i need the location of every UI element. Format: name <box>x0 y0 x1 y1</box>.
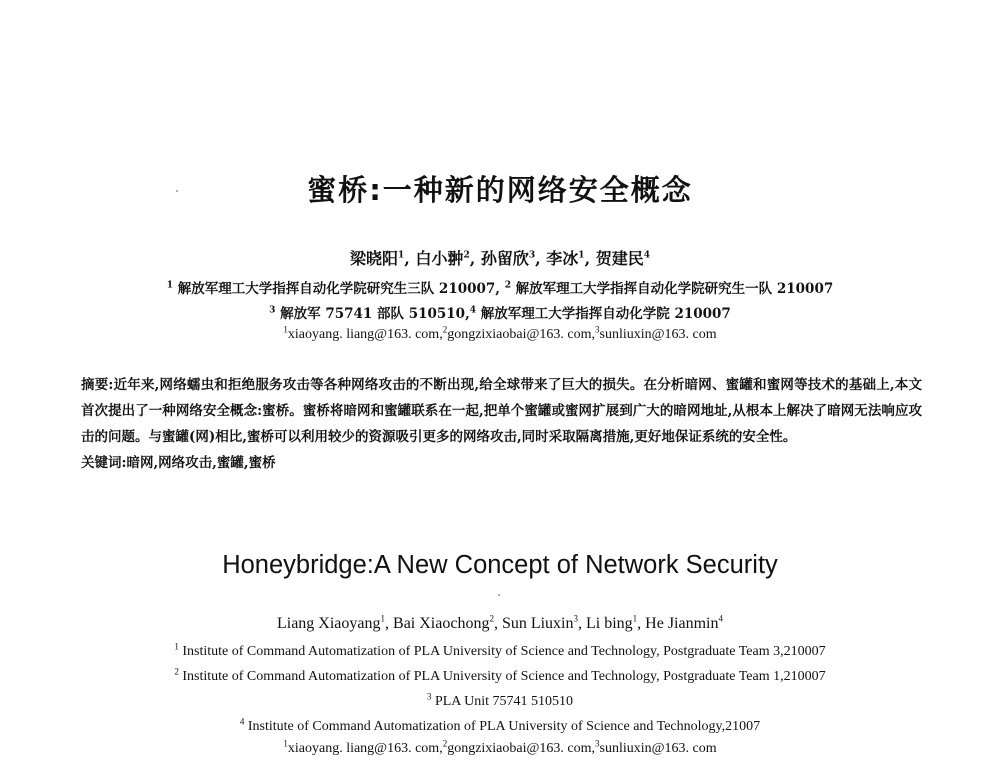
affiliation-2: 解放军理工大学指挥自动化学院研究生一队 210007 <box>515 281 834 297</box>
affiliation-text: Institute of Command Automatization of PLA University of Science and Technology, Postgraduate Team 3,210007 <box>182 644 826 659</box>
author-sup: 1 <box>578 250 585 261</box>
aff-sup: 2 <box>174 666 179 677</box>
affiliation-3: 解放军 75741 部队 510510 <box>280 306 466 322</box>
affiliation-1: 解放军理工大学指挥自动化学院研究生三队 210007 <box>177 281 496 297</box>
email-1: xiaoyang. liang@163. com <box>287 741 440 756</box>
affiliation-text: Institute of Command Automatization of PLA University of Science and Technology, Postgraduate Team 1,210007 <box>182 669 826 684</box>
author-name: Sun Liuxin <box>501 615 574 632</box>
keywords-text: 暗网,网络攻击,蜜罐,蜜桥 <box>126 455 276 471</box>
author-name: Bai Xiaochong <box>393 615 490 632</box>
author-name: Li bing <box>586 615 633 632</box>
title-english: Honeybridge:A New Concept of Network Security <box>222 551 778 579</box>
email-2: gongzixiaobai@163. com <box>447 327 592 342</box>
affiliation-english-2 <box>0 666 1000 685</box>
email-sup: 1 <box>283 738 288 749</box>
author-name: 孙留欣 <box>480 249 529 268</box>
aff-sup: 1 <box>166 280 174 291</box>
keywords-label: 关键词: <box>81 455 127 471</box>
author-name: 李冰 <box>546 249 579 268</box>
author-sup: 3 <box>528 250 536 261</box>
affiliation-text: PLA Unit 75741 510510 <box>434 694 574 709</box>
author-name: Liang Xiaoyang <box>276 615 381 632</box>
authors-english: Liang Xiaoyang$^1$, Bai Xiaochong$^2$, Sun Liuxin$^3$, Li bing$^1$, He Jianmin$^4$ <box>276 613 723 632</box>
affiliation-4: 解放军理工大学指挥自动化学院 210007 <box>480 306 731 322</box>
email-sup: 3 <box>595 324 600 335</box>
keywords <box>81 450 922 476</box>
aff-sup: 2 <box>504 280 511 291</box>
affiliation-english-4 <box>0 716 1000 735</box>
title-chinese: 蜜桥:一种新的网络安全概念 <box>307 173 693 207</box>
abstract-label: 摘要: <box>81 377 114 393</box>
email-sup: 2 <box>442 738 448 749</box>
author-sup: 1 <box>632 613 638 624</box>
affiliations-chinese-line2: $^3$ 解放军 75741 部队 510510,$^4$ 解放军理工大学指挥自动化学院 210007 <box>269 305 731 322</box>
email-2: gongzixiaobai@163. com <box>447 741 592 756</box>
author-sup: 1 <box>380 613 386 624</box>
author-name: He Jianmin <box>645 615 719 632</box>
email-sup: 1 <box>283 324 288 335</box>
author-sup: 4 <box>643 250 650 261</box>
email-1: xiaoyang. liang@163. com <box>287 327 440 342</box>
authors-chinese: 梁晓阳$^1$, 白小翀$^2$, 孙留欣$^3$, 李冰$^1$, 贺建民$^4$ <box>350 249 650 268</box>
emails-english: $^1$xiaoyang. liang@163. com,$^2$gongzixiaobai@163. com,$^3$sunliuxin@163. com <box>283 738 717 756</box>
author-sup: 1 <box>398 250 405 261</box>
author-sup: 4 <box>718 613 723 624</box>
author-sup: 3 <box>573 613 578 624</box>
email-3: sunliuxin@163. com <box>599 327 717 342</box>
email-sup: 3 <box>595 738 600 749</box>
aff-sup: 3 <box>426 691 432 702</box>
scan-speck <box>498 594 500 596</box>
author-sup: 2 <box>489 613 494 624</box>
aff-sup: 3 <box>269 305 276 316</box>
affiliation-text: Institute of Command Automatization of PLA University of Science and Technology,21007 <box>247 719 761 734</box>
abstract-text: 近年来,网络蠕虫和拒绝服务攻击等各种网络攻击的不断出现,给全球带来了巨大的损失。在分析暗网、蜜罐和蜜网等技术的基础上,本文首次提出了一种网络安全概念:蜜桥。蜜桥将暗网和蜜罐联系在一起,把单个蜜罐或蜜网扩展到广大的暗网地址,从根本上解决了暗网无法响应攻击的问题。与蜜罐(网)相比,蜜桥可以利用较少的资源吸引更多的网络攻击,同时采取隔离措施,更好地保证系统的安全性。 <box>81 377 923 445</box>
email-sup: 2 <box>442 324 448 335</box>
affiliations-chinese-line1: $^1$ 解放军理工大学指挥自动化学院研究生三队 210007, $^2$ 解放军理工大学指挥自动化学院研究生一队 210007 <box>166 280 834 297</box>
author-sup: 2 <box>463 250 470 261</box>
email-3: sunliuxin@163. com <box>599 741 717 756</box>
aff-sup: 1 <box>174 641 179 652</box>
author-name: 白小翀 <box>415 249 464 268</box>
aff-sup: 4 <box>239 716 245 727</box>
abstract-chinese <box>81 372 922 476</box>
aff-sup: 4 <box>469 305 477 316</box>
author-name: 梁晓阳 <box>350 249 399 268</box>
emails-chinese: $^1$xiaoyang. liang@163. com,$^2$gongzixiaobai@163. com,$^3$sunliuxin@163. com <box>283 324 717 342</box>
scan-speck <box>176 190 178 192</box>
affiliation-english-3 <box>0 691 1000 710</box>
affiliation-english-1 <box>0 641 1000 660</box>
author-name: 贺建民 <box>595 249 644 268</box>
